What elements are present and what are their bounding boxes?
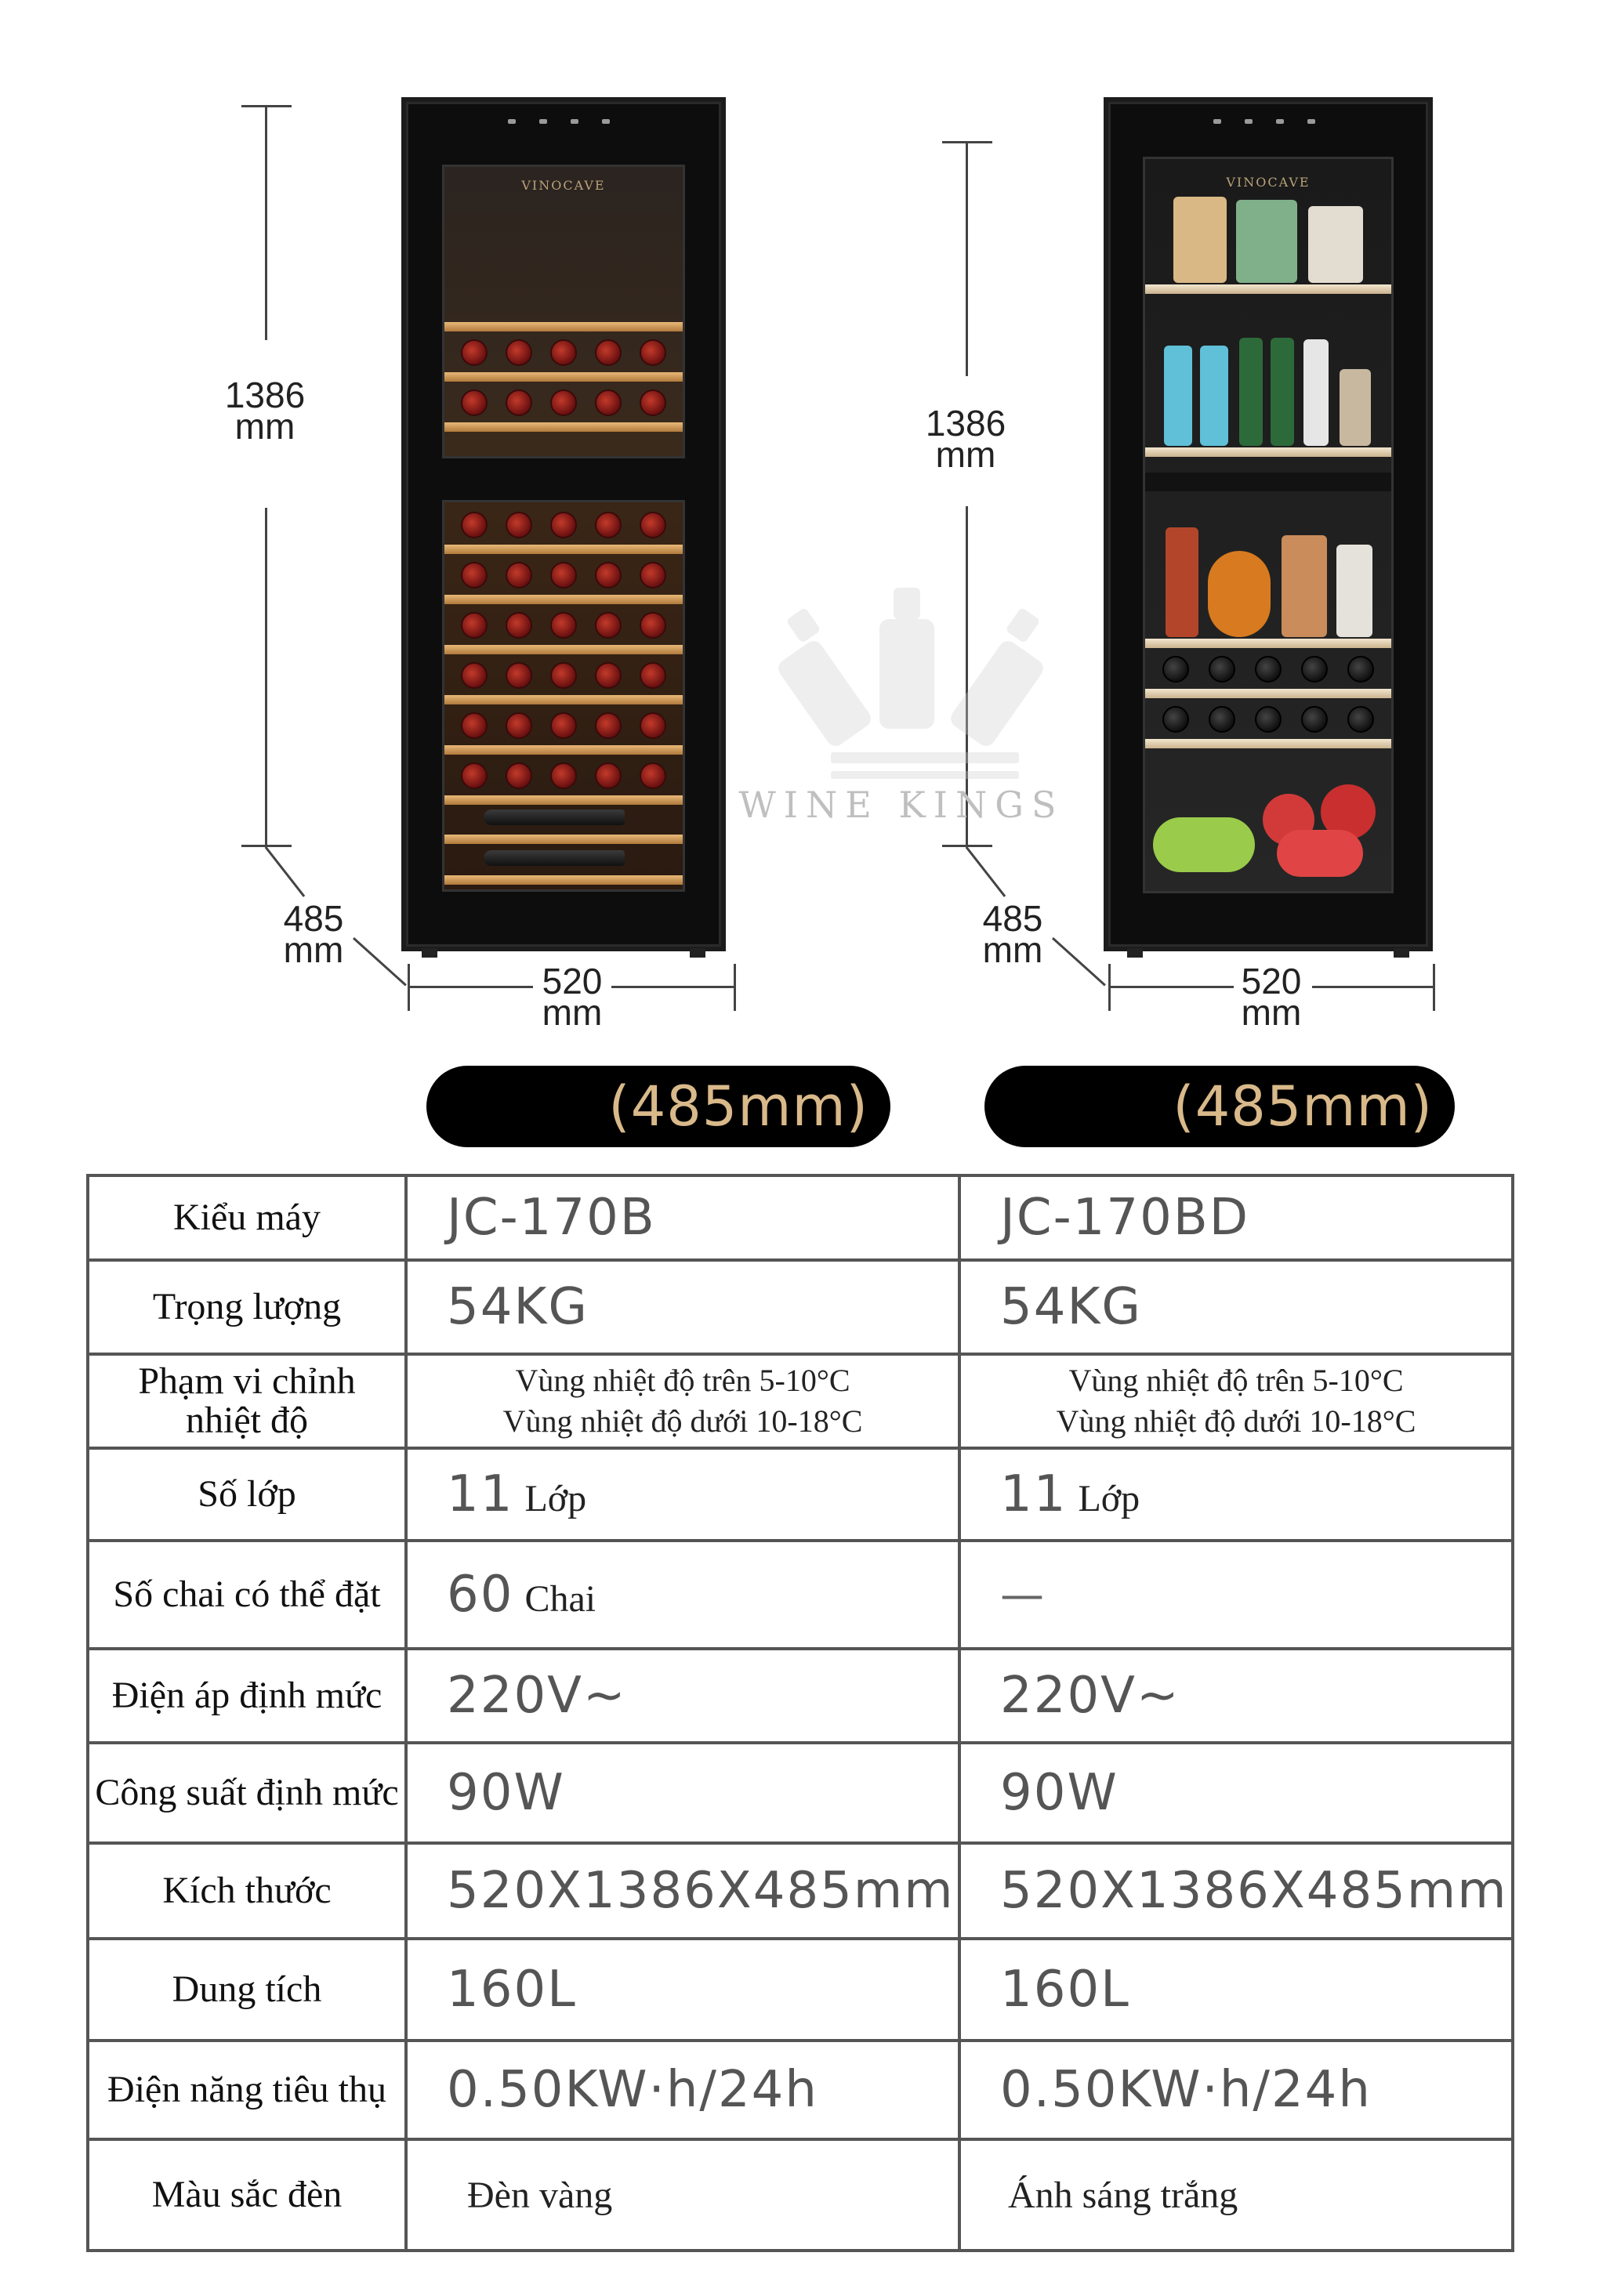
table-row-dimensions [88, 1843, 1513, 1939]
cell-jc170bd: 160L [959, 1939, 1513, 2041]
table-row-bottle-capacity [88, 1541, 1513, 1649]
depth-unit: mm [982, 929, 1043, 970]
row-label: Kích thước [88, 1843, 406, 1939]
cell-jc170b: 90W [406, 1743, 959, 1843]
width-unit: mm [542, 992, 603, 1033]
row-label: Màu sắc đèn [88, 2139, 406, 2251]
cell-jc170b [406, 1541, 959, 1649]
depth-unit: mm [283, 929, 344, 970]
wine-cabinet-jc170b [401, 97, 726, 951]
row-label: Kiểu máy [88, 1175, 406, 1260]
width-dimension-cap-right [734, 964, 736, 1011]
height-dimension-cap-top [942, 141, 992, 143]
height-dimension-line-top [966, 141, 968, 376]
depth-dimension-line-a [966, 846, 1006, 897]
cell-jc170bd: 0.50KW·h/24h [959, 2041, 1513, 2139]
display-zone [1143, 157, 1394, 893]
cell-jc170bd [959, 1448, 1513, 1541]
upper-zone-temp: Vùng nhiệt độ trên 5-10°C [515, 1363, 850, 1398]
row-label: Điện áp định mức [88, 1649, 406, 1743]
cell-jc170bd: Ánh sáng trắng [959, 2139, 1513, 2251]
table-row-capacity [88, 1939, 1513, 2041]
width-dimension-label [509, 961, 635, 1033]
width-unit: mm [1241, 992, 1302, 1033]
depth-value: 485 [283, 898, 344, 939]
width-value: 520 [542, 961, 603, 1001]
width-dimension-cap-right [1433, 964, 1435, 1011]
width-dimension-line-right [611, 986, 735, 988]
row-label: Công suất định mức [88, 1743, 406, 1843]
height-value: 1386 [224, 375, 306, 415]
cell-jc170bd [959, 1354, 1513, 1448]
height-unit: mm [935, 434, 996, 475]
table-row-weight [88, 1260, 1513, 1354]
cell-jc170bd: 90W [959, 1743, 1513, 1843]
width-dimension-line-right [1312, 986, 1434, 988]
table-row-energy-consumption [88, 2041, 1513, 2139]
lower-zone [442, 500, 685, 892]
row-label-line-1: Phạm vi chỉnh [138, 1360, 356, 1402]
cell-jc170bd: 220V~ [959, 1649, 1513, 1743]
cell-jc170b: 54KG [406, 1260, 959, 1354]
row-label: Điện năng tiêu thụ [88, 2041, 406, 2139]
upper-zone [442, 165, 685, 458]
height-unit: mm [234, 406, 295, 447]
depth-dimension-line-a [265, 846, 306, 897]
height-dimension-label [903, 403, 1028, 475]
control-panel [1116, 108, 1420, 139]
layer-count: 11 [1000, 1465, 1068, 1523]
width-value: 520 [1241, 961, 1302, 1001]
table-row-model [88, 1175, 1513, 1260]
row-label-line-2: nhiệt độ [186, 1400, 308, 1441]
layer-unit: Lớp [1078, 1478, 1140, 1519]
cell-jc170bd: — [959, 1541, 1513, 1649]
cell-jc170b: JC-170B [406, 1175, 959, 1260]
cell-jc170b: 160L [406, 1939, 959, 2041]
bottle-count: 60 [447, 1566, 514, 1624]
upper-zone-temp: Vùng nhiệt độ trên 5-10°C [1068, 1363, 1404, 1398]
table-row-rated-voltage [88, 1649, 1513, 1743]
control-panel [414, 108, 713, 139]
lower-zone-temp: Vùng nhiệt độ dưới 10-18°C [1056, 1403, 1416, 1439]
height-dimension-cap-top [241, 105, 292, 107]
cell-jc170b: 0.50KW·h/24h [406, 2041, 959, 2139]
watermark-brand-text: WINE KINGS [738, 784, 1064, 826]
depth-dimension-label [950, 898, 1075, 970]
layer-unit: Lớp [524, 1478, 587, 1519]
wine-cabinet-jc170bd [1104, 97, 1433, 951]
cell-jc170b [406, 1448, 959, 1541]
cell-jc170b [406, 1354, 959, 1448]
layer-count: 11 [447, 1465, 514, 1523]
table-row-layers [88, 1448, 1513, 1541]
row-label: Số chai có thể đặt [88, 1541, 406, 1649]
cell-jc170b: Đèn vàng [406, 2139, 959, 2251]
height-dimension-line-bottom [265, 508, 267, 845]
height-value: 1386 [925, 403, 1006, 444]
cell-jc170bd: 520X1386X485mm [959, 1843, 1513, 1939]
table-row-temperature-range [88, 1354, 1513, 1448]
spec-table [86, 1174, 1514, 2252]
row-label [88, 1354, 406, 1448]
lower-zone-temp: Vùng nhiệt độ dưới 10-18°C [502, 1403, 863, 1439]
depth-value: 485 [982, 898, 1043, 939]
cell-jc170b: 520X1386X485mm [406, 1843, 959, 1939]
depth-dimension-label [251, 898, 376, 970]
height-dimension-label [202, 375, 328, 447]
brand-logo: VINOCAVE [521, 178, 606, 193]
bottle-unit: Chai [524, 1578, 596, 1620]
cell-jc170bd: JC-170BD [959, 1175, 1513, 1260]
height-dimension-line-top [265, 105, 267, 340]
row-label: Dung tích [88, 1939, 406, 2041]
row-label: Số lớp [88, 1448, 406, 1541]
depth-pill-jc170b: (485mm) [426, 1066, 890, 1147]
row-label: Trọng lượng [88, 1260, 406, 1354]
width-dimension-label [1209, 961, 1334, 1033]
brand-logo: VINOCAVE [1226, 175, 1311, 190]
table-row-rated-power [88, 1743, 1513, 1843]
table-row-light-color [88, 2139, 1513, 2251]
depth-pill-jc170bd: (485mm) [984, 1066, 1455, 1147]
cell-jc170bd: 54KG [959, 1260, 1513, 1354]
cell-jc170b: 220V~ [406, 1649, 959, 1743]
